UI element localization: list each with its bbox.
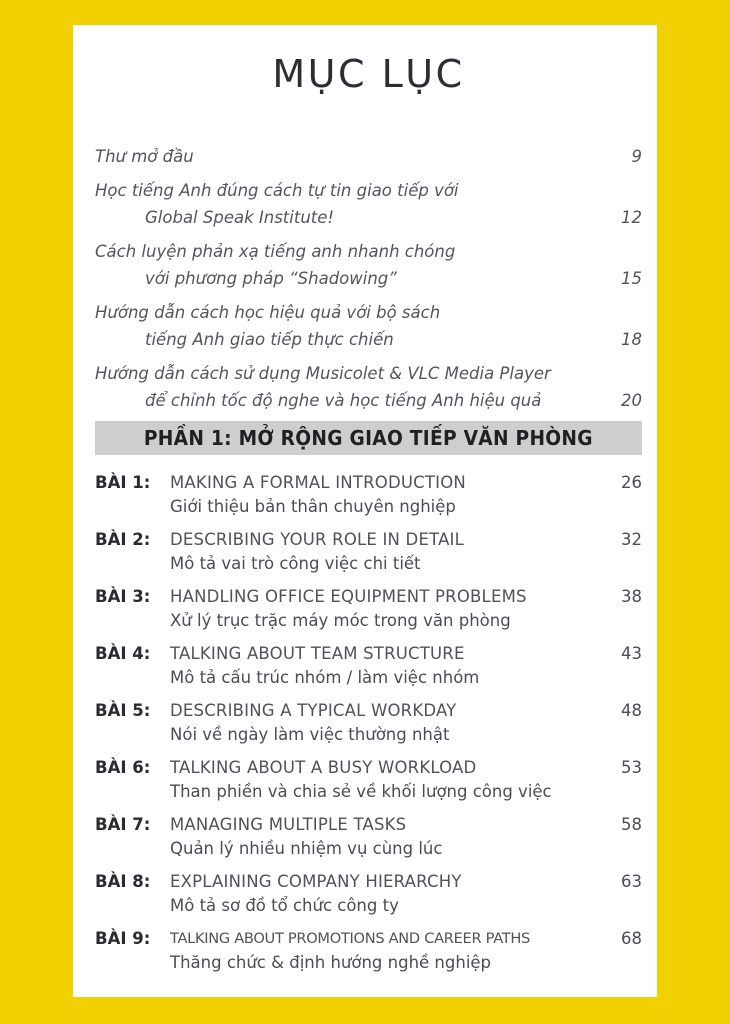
page-number: 53 [621,758,642,777]
lesson-item [95,471,642,519]
page-number: 26 [621,473,642,492]
page-number: 18 [621,330,642,349]
lesson-item [95,699,642,747]
lesson-label: BÀI 2: [95,530,151,549]
front-matter-item [95,177,642,231]
page-number: 43 [621,644,642,663]
lesson-subtitle: Giới thiệu bản thân chuyên nghiệp [170,497,456,516]
lesson-subtitle: Xử lý trục trặc máy móc trong văn phòng [170,611,511,630]
lesson-title: TALKING ABOUT TEAM STRUCTURE [170,644,465,663]
page-number: 9 [631,147,642,166]
toc-sheet [73,25,657,997]
lesson-subtitle: Nói về ngày làm việc thường nhật [170,725,450,744]
lesson-title: MANAGING MULTIPLE TASKS [170,815,407,834]
lesson-title: EXPLAINING COMPANY HIERARCHY [170,872,462,891]
lesson-label: BÀI 6: [95,758,151,777]
page-number: 48 [621,701,642,720]
lesson-title: TALKING ABOUT PROMOTIONS AND CAREER PATHS [170,930,531,947]
lesson-subtitle: Than phiền và chia sẻ về khối lượng công việc [170,782,552,801]
page-title: MỤC LỤC [272,52,465,96]
lesson-subtitle: Mô tả vai trò công việc chi tiết [170,554,421,573]
front-matter-text [95,360,598,414]
section-heading: PHẦN 1: MỞ RỘNG GIAO TIẾP VĂN PHÒNG [144,426,593,450]
lesson-title: HANDLING OFFICE EQUIPMENT PROBLEMS [170,587,527,606]
front-matter-line: Thư mở đầu [95,147,194,166]
lesson-item [95,642,642,690]
front-matter-line: Hướng dẫn cách sử dụng Musicolet & VLC Media Player [95,364,551,383]
page-number: 32 [621,530,642,549]
lesson-item [95,870,642,918]
front-matter-line: Global Speak Institute! [145,208,335,227]
lesson-label: BÀI 3: [95,587,151,606]
lesson-item [95,756,642,804]
front-matter-line: tiếng Anh giao tiếp thực chiến [145,330,394,349]
lesson-title: DESCRIBING YOUR ROLE IN DETAIL [170,530,465,549]
front-matter-text [95,177,598,231]
lesson-title: MAKING A FORMAL INTRODUCTION [170,473,466,492]
lesson-title: TALKING ABOUT A BUSY WORKLOAD [170,758,477,777]
front-matter-line: Hướng dẫn cách học hiệu quả với bộ sách [95,303,441,322]
lesson-subtitle: Mô tả sơ đồ tổ chức công ty [170,896,399,915]
front-matter-text [95,238,598,292]
lesson-item [95,927,642,975]
lesson-label: BÀI 4: [95,644,151,663]
page-number: 20 [621,391,642,410]
front-matter-item [95,360,642,414]
front-matter-line: Cách luyện phản xạ tiếng anh nhanh chóng [95,242,456,261]
front-matter-line: để chỉnh tốc độ nghe và học tiếng Anh hiệu quả [145,391,542,410]
section-banner [95,421,642,455]
lesson-item [95,813,642,861]
lesson-subtitle: Quản lý nhiều nhiệm vụ cùng lúc [170,839,443,858]
page-number: 15 [621,269,642,288]
lesson-label: BÀI 7: [95,815,151,834]
front-matter-text [95,299,598,353]
page-number: 63 [621,872,642,891]
lesson-label: BÀI 9: [95,929,151,948]
front-matter-line: Học tiếng Anh đúng cách tự tin giao tiếp với [95,181,459,200]
lesson-label: BÀI 5: [95,701,151,720]
front-matter-item [95,238,642,292]
lesson-label: BÀI 1: [95,473,151,492]
page-number: 38 [621,587,642,606]
lesson-item [95,585,642,633]
lesson-list [95,471,642,975]
front-matter-item [95,143,642,170]
lesson-subtitle: Thăng chức & định hướng nghề nghiệp [170,953,492,972]
front-matter-line: với phương pháp “Shadowing” [145,269,397,288]
lesson-label: BÀI 8: [95,872,151,891]
front-matter-item [95,299,642,353]
front-matter-list [95,143,642,414]
lesson-item [95,528,642,576]
lesson-subtitle: Mô tả cấu trúc nhóm / làm việc nhóm [170,668,480,687]
page-number: 12 [621,208,642,227]
page-number: 58 [621,815,642,834]
page-number: 68 [621,929,642,948]
front-matter-text [95,143,598,170]
lesson-title: DESCRIBING A TYPICAL WORKDAY [170,701,457,720]
